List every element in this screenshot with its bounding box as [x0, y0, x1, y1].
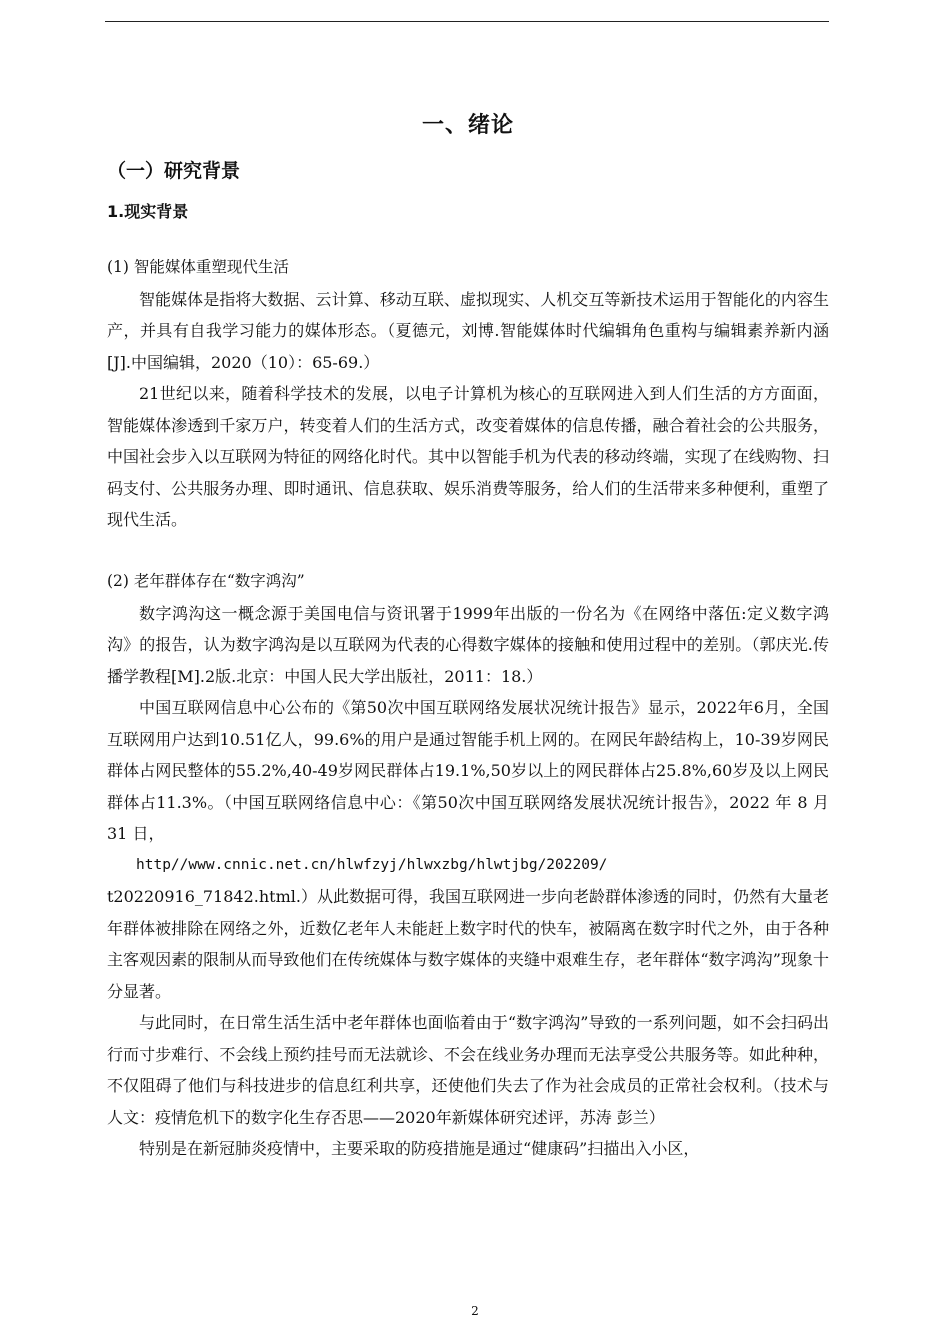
part2-paragraph-4: 特别是在新冠肺炎疫情中，主要采取的防疫措施是通过“健康码”扫描出入小区， — [139, 1139, 700, 1158]
part2-paragraph-1: 数字鸿沟这一概念源于美国电信与资讯署于1999年出版的一份名为《在网络中落伍:定义数字鸿沟》的报告，认为数字鸿沟是以互联网为代表的心得数字媒体的接触和使用过程中的差别。（郭庆光.传播学教程[M].2版.北京：中国人民大学出版社，2011：18.） — [107, 603, 829, 686]
page-number: 2 — [471, 1304, 479, 1318]
report-url: http//www.cnnic.net.cn/hlwfzyj/hlwxzbg/hlwtjbg/202209/ — [136, 856, 608, 873]
part1-paragraph-1: 智能媒体是指将大数据、云计算、移动互联、虚拟现实、人机交互等新技术运用于智能化的内容生产，并具有自我学习能力的媒体形态。（夏德元，刘博.智能媒体时代编辑角色重构与编辑素养新内涵[J].中国编辑，2020（10）：65-69.） — [107, 289, 829, 372]
part2-block — [107, 566, 829, 1165]
subsection-title: 1.现实背景 — [107, 202, 189, 221]
part1-paragraph-2: 21世纪以来，随着科学技术的发展，以电子计算机为核心的互联网进入到人们生活的方方面面，智能媒体渗透到千家万户，转变着人们的生活方式，改变着媒体的信息传播，融合着社会的公共服务，中国社会步入以互联网为特征的网络化时代。其中以智能手机为代表的移动终端，实现了在线购物、扫码支付、公共服务办理、即时通讯、信息获取、娱乐消费等服务，给人们的生活带来多种便利，重塑了现代生活。 — [107, 384, 829, 529]
header-rule — [105, 21, 829, 22]
part1-title: (1) 智能媒体重塑现代生活 — [107, 258, 289, 276]
part2-paragraph-2-continued: t20220916_71842.html.）从此数据可得，我国互联网进一步向老龄群体渗透的同时，仍然有大量老年群体被排除在网络之外，近数亿老年人未能赶上数字时代的快车，被隔离在数字时代之外，由于各种主客观因素的限制从而导致他们在传统媒体与数字媒体的夹缝中艰难生存，老年群体“数字鸿沟”现象十分显著。 — [107, 887, 829, 1001]
part2-paragraph-3: 与此同时，在日常生活生活中老年群体也面临着由于“数字鸿沟”导致的一系列问题，如不会扫码出行而寸步难行、不会线上预约挂号而无法就诊、不会在线业务办理而无法享受公共服务等。如此种种，不仅阻碍了他们与科技进步的信息红利共享，还使他们失去了作为社会成员的正常社会权利。（技术与人文：疫情危机下的数字化生存否思——2020年新媒体研究述评，苏涛 彭兰） — [107, 1013, 829, 1127]
chapter-title: 一、绪论 — [421, 113, 514, 138]
part2-title: (2) 老年群体存在“数字鸿沟” — [107, 572, 305, 590]
part2-paragraph-2: 中国互联网信息中心公布的《第50次中国互联网络发展状况统计报告》显示，2022年6月，全国互联网用户达到10.51亿人，99.6%的用户是通过智能手机上网的。在网民年龄结构上，10-39岁网民群体占网民整体的55.2%,40-49岁网民群体占19.1%,50岁以上的网民群体占25.8%,60岁及以上网民群体占11.3%。（中国互联网络信息中心：《第50次中国互联网络发展状况统计报告》，2022 年 8 月 31 日， — [107, 698, 829, 843]
part1-block — [107, 252, 829, 536]
section-title: （一）研究背景 — [107, 160, 241, 182]
